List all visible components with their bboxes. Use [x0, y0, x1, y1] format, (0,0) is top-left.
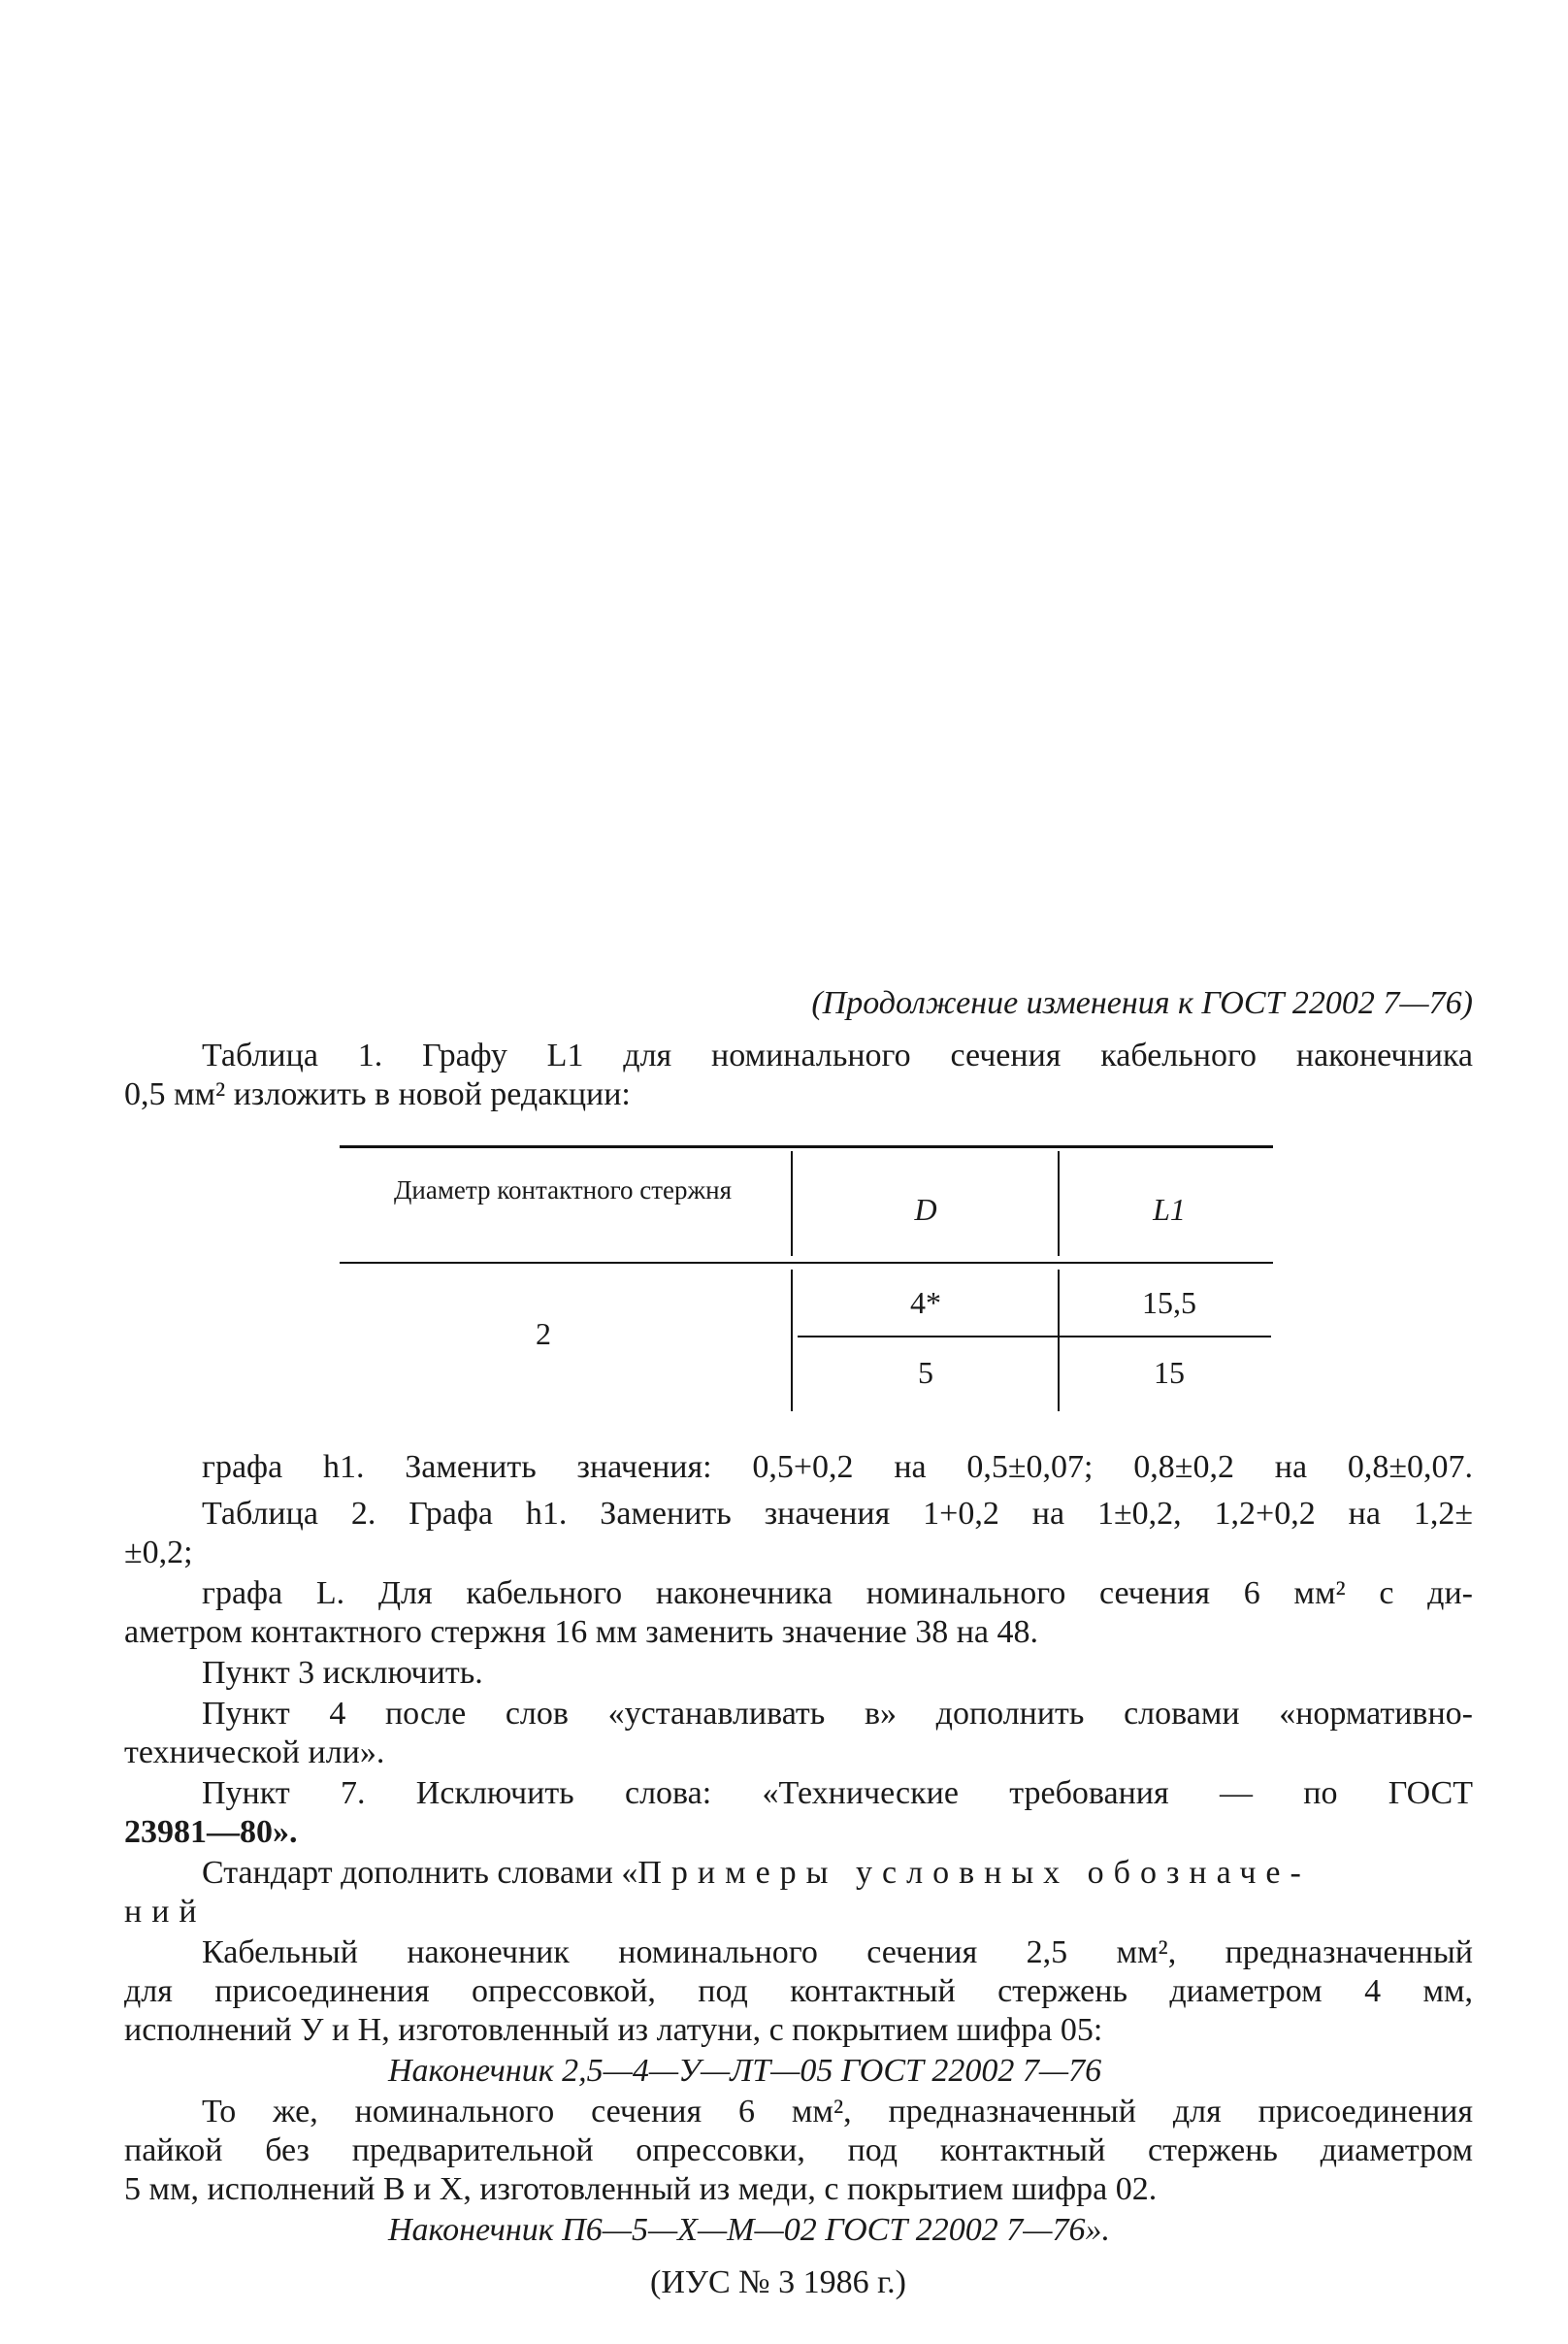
- paragraph-line: для присоединения опрессовкой, под контактный стержень диаметром 4 мм,: [124, 1973, 1473, 2009]
- table-header-l1: L1: [1153, 1192, 1186, 1227]
- table-cell-d: 5: [918, 1355, 933, 1390]
- table-top-rule: [340, 1145, 1273, 1148]
- paragraph-line: Кабельный наконечник номинального сечения 2,5 мм², предназначенный: [202, 1934, 1473, 1970]
- paragraph-line: пайкой без предварительной опрессовки, под контактный стержень диаметром: [124, 2132, 1473, 2168]
- table-divider: [1058, 1151, 1060, 1256]
- paragraph-line: То же, номинального сечения 6 мм², предназначенный для присоединения: [202, 2094, 1473, 2129]
- paragraph-line: ний: [124, 1894, 207, 1930]
- paragraph-line: Таблица 2. Графа h1. Заменить значения 1+0,2 на 1±0,2, 1,2+0,2 на 1,2±: [202, 1496, 1473, 1532]
- paragraph-line: Пункт 4 после слов «устанавливать в» дополнить словами «нормативно-: [202, 1696, 1473, 1732]
- table-divider: [791, 1270, 793, 1411]
- spaced-heading: Примеры условных обозначе-: [637, 1855, 1311, 1891]
- paragraph-line: аметром контактного стержня 16 мм заменить значение 38 на 48.: [124, 1614, 1039, 1650]
- intro-line-2: 0,5 мм² изложить в новой редакции:: [124, 1076, 631, 1112]
- paragraph-line: Пункт 3 исключить.: [202, 1655, 483, 1691]
- table-header-rule: [340, 1262, 1273, 1264]
- paragraph-line: 5 мм, исполнений В и Х, изготовленный из меди, с покрытием шифра 02.: [124, 2171, 1158, 2207]
- paragraph-text: Стандарт дополнить словами «: [202, 1855, 638, 1891]
- paragraph-line: графа h1. Заменить значения: 0,5+0,2 на 0,5±0,07; 0,8±0,2 на 0,8±0,07.: [202, 1449, 1473, 1485]
- paragraph-line: исполнений У и Н, изготовленный из латуни, с покрытием шифра 05:: [124, 2012, 1103, 2048]
- paragraph-line: [202, 1852, 1473, 1895]
- table-header-diameter: Диаметр контактного стержня: [393, 1175, 733, 1205]
- designation-example: Наконечник 2,5—4—У—ЛТ—05 ГОСТ 22002 7—76: [388, 2053, 1102, 2089]
- paragraph-line: Пункт 7. Исключить слова: «Технические требования — по ГОСТ: [202, 1775, 1473, 1811]
- table-header-d: D: [914, 1192, 937, 1227]
- intro-line-1: Таблица 1. Графу L1 для номинального сечения кабельного наконечника: [202, 1038, 1473, 1073]
- document-footer: (ИУС № 3 1986 г.): [650, 2264, 906, 2300]
- table-divider: [1058, 1270, 1060, 1411]
- paragraph-line: 23981—80».: [124, 1814, 298, 1850]
- paragraph-line: графа L. Для кабельного наконечника номинального сечения 6 мм² с ди-: [202, 1575, 1473, 1611]
- table-divider: [791, 1151, 793, 1256]
- table-cell-diameter: 2: [536, 1316, 551, 1351]
- paragraph-line: технической или».: [124, 1734, 385, 1770]
- table-cell-d: 4*: [910, 1285, 941, 1320]
- table-cell-l1: 15,5: [1142, 1285, 1196, 1320]
- paragraph-line: ±0,2;: [124, 1535, 193, 1570]
- designation-example: Наконечник П6—5—Х—М—02 ГОСТ 22002 7—76».: [388, 2212, 1110, 2248]
- document-header: (Продолжение изменения к ГОСТ 22002 7—76): [811, 985, 1473, 1021]
- table-row-rule: [798, 1336, 1271, 1337]
- table-cell-l1: 15: [1154, 1355, 1185, 1390]
